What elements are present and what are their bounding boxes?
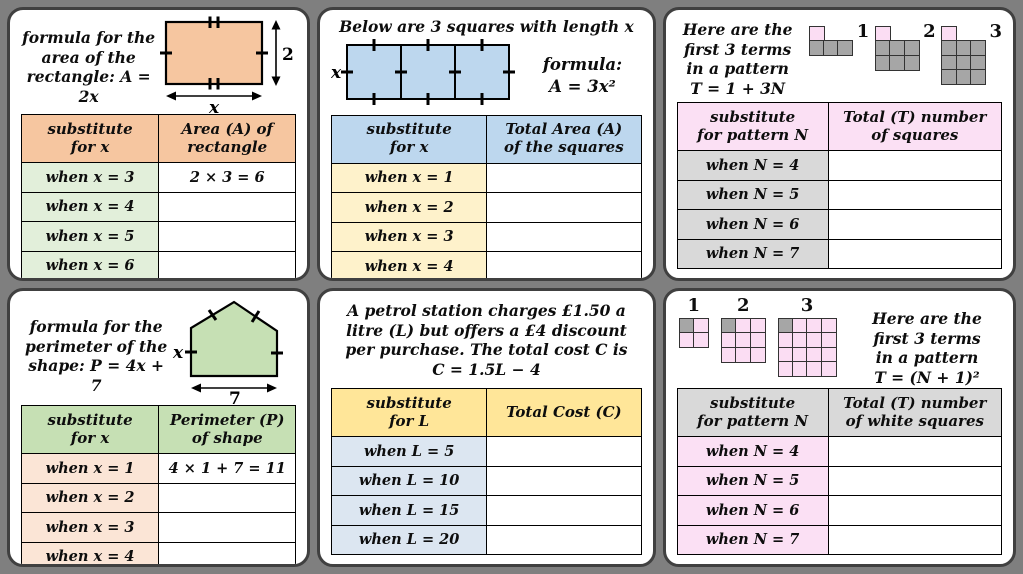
- row-label: when N = 7: [677, 239, 828, 269]
- row-label: when L = 15: [332, 496, 487, 526]
- substitution-table: [21, 405, 296, 567]
- row-label: when x = 3: [332, 222, 487, 252]
- pattern-grid: [941, 26, 986, 85]
- substitution-table: [677, 102, 1002, 269]
- table-row: [332, 252, 641, 281]
- table-row: [332, 193, 641, 223]
- table-header-row: [22, 406, 296, 454]
- answer-cell[interactable]: [828, 496, 1001, 526]
- answer-cell[interactable]: [159, 222, 296, 252]
- table-header-col1: substitute for x: [332, 115, 487, 163]
- title-line: rectangle: A = 2x: [26, 67, 151, 106]
- answer-cell[interactable]: [486, 525, 641, 555]
- title-line: per purchase. The total cost C is: [345, 340, 628, 360]
- answer-cell[interactable]: [486, 437, 641, 467]
- table-row: [22, 454, 296, 484]
- title-line: C = 1.5L − 4: [432, 359, 541, 379]
- answer-cell[interactable]: [828, 525, 1001, 555]
- row-label: when x = 4: [332, 252, 487, 281]
- row-label: when x = 2: [22, 483, 159, 513]
- answer-cell[interactable]: [159, 483, 296, 513]
- pattern-terms: [677, 297, 852, 387]
- panel-header: [677, 297, 1002, 387]
- title-line: Here are the: [682, 20, 793, 39]
- table-header-col2: Total Cost (C): [486, 389, 641, 437]
- pattern-term-1: [809, 21, 870, 56]
- panel-header: [677, 16, 1002, 98]
- title-line: T = (N + 1)²: [874, 367, 980, 387]
- pattern-term-label: 3: [800, 295, 814, 316]
- answer-cell[interactable]: [159, 251, 296, 281]
- title-line: Below are 3 squares with length x: [339, 17, 634, 36]
- table-header-col2: Perimeter (P) of shape: [159, 406, 296, 454]
- row-label: when x = 4: [22, 542, 159, 567]
- answer-cell[interactable]: [486, 163, 641, 193]
- answer-cell[interactable]: [159, 542, 296, 567]
- pattern-grid: [721, 318, 766, 363]
- pattern-cell: [693, 332, 709, 348]
- row-label: when N = 7: [677, 525, 828, 555]
- answer-cell[interactable]: [828, 210, 1001, 240]
- substitution-table: [677, 388, 1002, 555]
- row-label: when x = 1: [22, 454, 159, 484]
- title-line: area of the: [41, 47, 136, 67]
- formula-label: formula: A = 3x²: [542, 55, 623, 96]
- row-label: when N = 6: [677, 210, 828, 240]
- pattern-term-label: 1: [856, 21, 870, 42]
- pattern-cell: [970, 69, 986, 85]
- base-label: 7: [229, 389, 242, 405]
- substitution-table: [331, 388, 641, 555]
- table-row: [22, 542, 296, 567]
- panel-pattern-N-plus-1-squared: [663, 288, 1016, 567]
- title-line: shape: P = 4x + 7: [28, 356, 164, 395]
- pattern-term-3: [778, 297, 837, 377]
- table-header-col2: Total Area (A) of the squares: [486, 115, 641, 163]
- answer-cell[interactable]: [486, 222, 641, 252]
- substitution-table: [21, 114, 296, 281]
- panel-title: [331, 301, 641, 379]
- row-label: when x = 5: [22, 222, 159, 252]
- pattern-term-2: [875, 21, 936, 71]
- pattern-term-3: [941, 21, 1002, 85]
- table-header-col2: Total (T) number of white squares: [828, 389, 1001, 437]
- table-row: [22, 222, 296, 252]
- table-row: [332, 163, 641, 193]
- title-line: A petrol station charges £1.50 a: [347, 301, 626, 320]
- panel-title: [331, 17, 641, 37]
- panel-pattern-1-plus-3N: [663, 7, 1016, 281]
- panel-title: [677, 20, 799, 98]
- panel-title: [852, 309, 1002, 387]
- pattern-grid: [679, 318, 709, 348]
- title-line: in a pattern: [686, 59, 789, 79]
- row-label: when N = 6: [677, 496, 828, 526]
- side-label: x: [173, 343, 184, 363]
- substitution-table: [331, 115, 641, 281]
- row-label: when x = 1: [332, 163, 487, 193]
- table-row: [677, 210, 1001, 240]
- squares-diagram: [331, 37, 523, 115]
- table-header-col1: substitute for L: [332, 389, 487, 437]
- title-line: T = 1 + 3N: [690, 78, 786, 98]
- panel-rectangle-area: [7, 7, 310, 281]
- row-label: when N = 5: [677, 180, 828, 210]
- pattern-cell: [750, 347, 766, 363]
- row-label: when N = 5: [677, 466, 828, 496]
- row-label: when L = 10: [332, 466, 487, 496]
- table-row: [22, 163, 296, 193]
- answer-cell[interactable]: [828, 151, 1001, 181]
- answer-cell[interactable]: [828, 239, 1001, 269]
- base-label: x: [209, 98, 220, 114]
- table-header-col2: Total (T) number of squares: [828, 103, 1001, 151]
- pattern-cell: [821, 361, 837, 377]
- panel-shape-perimeter: [7, 288, 310, 567]
- row-label: when L = 20: [332, 525, 487, 555]
- diagram-row: [331, 37, 641, 115]
- title-line: in a pattern: [875, 348, 979, 368]
- row-label: when x = 3: [22, 163, 159, 193]
- table-row: [677, 239, 1001, 269]
- panel-three-squares: [317, 7, 655, 281]
- table-row: [332, 525, 641, 555]
- title-line: Here are the: [872, 309, 982, 328]
- pattern-term-label: 2: [923, 21, 936, 42]
- table-row: [22, 513, 296, 543]
- pentagon-diagram: [171, 297, 296, 405]
- panel-header: [21, 16, 296, 114]
- table-row: [677, 151, 1001, 181]
- table-row: [677, 525, 1001, 555]
- pattern-term-2: [721, 297, 766, 363]
- table-row: [332, 496, 641, 526]
- table-header-row: [22, 115, 296, 163]
- table-row: [332, 222, 641, 252]
- table-row: [677, 437, 1001, 467]
- answer-cell[interactable]: [828, 437, 1001, 467]
- table-header-col1: substitute for pattern N: [677, 103, 828, 151]
- title-line: formula for the: [29, 317, 163, 336]
- row-label: when x = 6: [22, 251, 159, 281]
- table-row: [332, 437, 641, 467]
- rectangle-diagram: [156, 16, 296, 114]
- table-row: [22, 483, 296, 513]
- answer-cell[interactable]: [828, 180, 1001, 210]
- title-line: perimeter of the: [25, 336, 168, 356]
- table-row: [332, 466, 641, 496]
- row-label: when L = 5: [332, 437, 487, 467]
- pattern-grid: [875, 26, 920, 71]
- panel-title: [21, 28, 156, 114]
- pattern-cell: [904, 55, 920, 71]
- title-line: formula for the: [22, 28, 156, 47]
- table-header-col1: substitute for x: [22, 115, 159, 163]
- pattern-terms: [799, 16, 1002, 98]
- table-header-row: [332, 389, 641, 437]
- table-header-row: [332, 115, 641, 163]
- answer-cell[interactable]: [486, 466, 641, 496]
- title-line: first 3 terms: [873, 328, 981, 348]
- answer-cell: 4 × 1 + 7 = 11: [159, 454, 296, 484]
- answer-cell[interactable]: [486, 193, 641, 223]
- pattern-term-1: [679, 297, 709, 348]
- answer-cell[interactable]: [486, 252, 641, 281]
- table-header-col1: substitute for pattern N: [677, 389, 828, 437]
- table-header-col2: Area (A) of rectangle: [159, 115, 296, 163]
- panel-petrol-cost: [317, 288, 655, 567]
- side-label: x: [331, 62, 342, 83]
- table-header-row: [677, 103, 1001, 151]
- row-label: when x = 3: [22, 513, 159, 543]
- pattern-cell: [837, 40, 853, 56]
- table-row: [677, 466, 1001, 496]
- pattern-term-label: 2: [737, 295, 750, 316]
- table-row: [22, 192, 296, 222]
- table-row: [22, 251, 296, 281]
- pattern-grid: [809, 26, 854, 56]
- table-row: [677, 180, 1001, 210]
- answer-cell[interactable]: [159, 192, 296, 222]
- title-line: first 3 terms: [684, 39, 792, 59]
- answer-cell[interactable]: [486, 496, 641, 526]
- table-row: [677, 496, 1001, 526]
- row-label: when x = 2: [332, 193, 487, 223]
- panel-header: [21, 297, 296, 405]
- table-header-row: [677, 389, 1001, 437]
- answer-cell[interactable]: [828, 466, 1001, 496]
- pattern-term-label: 3: [989, 21, 1002, 42]
- row-label: when x = 4: [22, 192, 159, 222]
- pattern-term-label: 1: [687, 295, 701, 316]
- height-label: 2: [282, 45, 295, 65]
- panel-title: [21, 317, 171, 405]
- row-label: when N = 4: [677, 151, 828, 181]
- title-line: litre (L) but offers a £4 discount: [346, 320, 627, 340]
- row-label: when N = 4: [677, 437, 828, 467]
- answer-cell: 2 × 3 = 6: [159, 163, 296, 193]
- answer-cell[interactable]: [159, 513, 296, 543]
- pattern-grid: [778, 318, 837, 377]
- table-header-col1: substitute for x: [22, 406, 159, 454]
